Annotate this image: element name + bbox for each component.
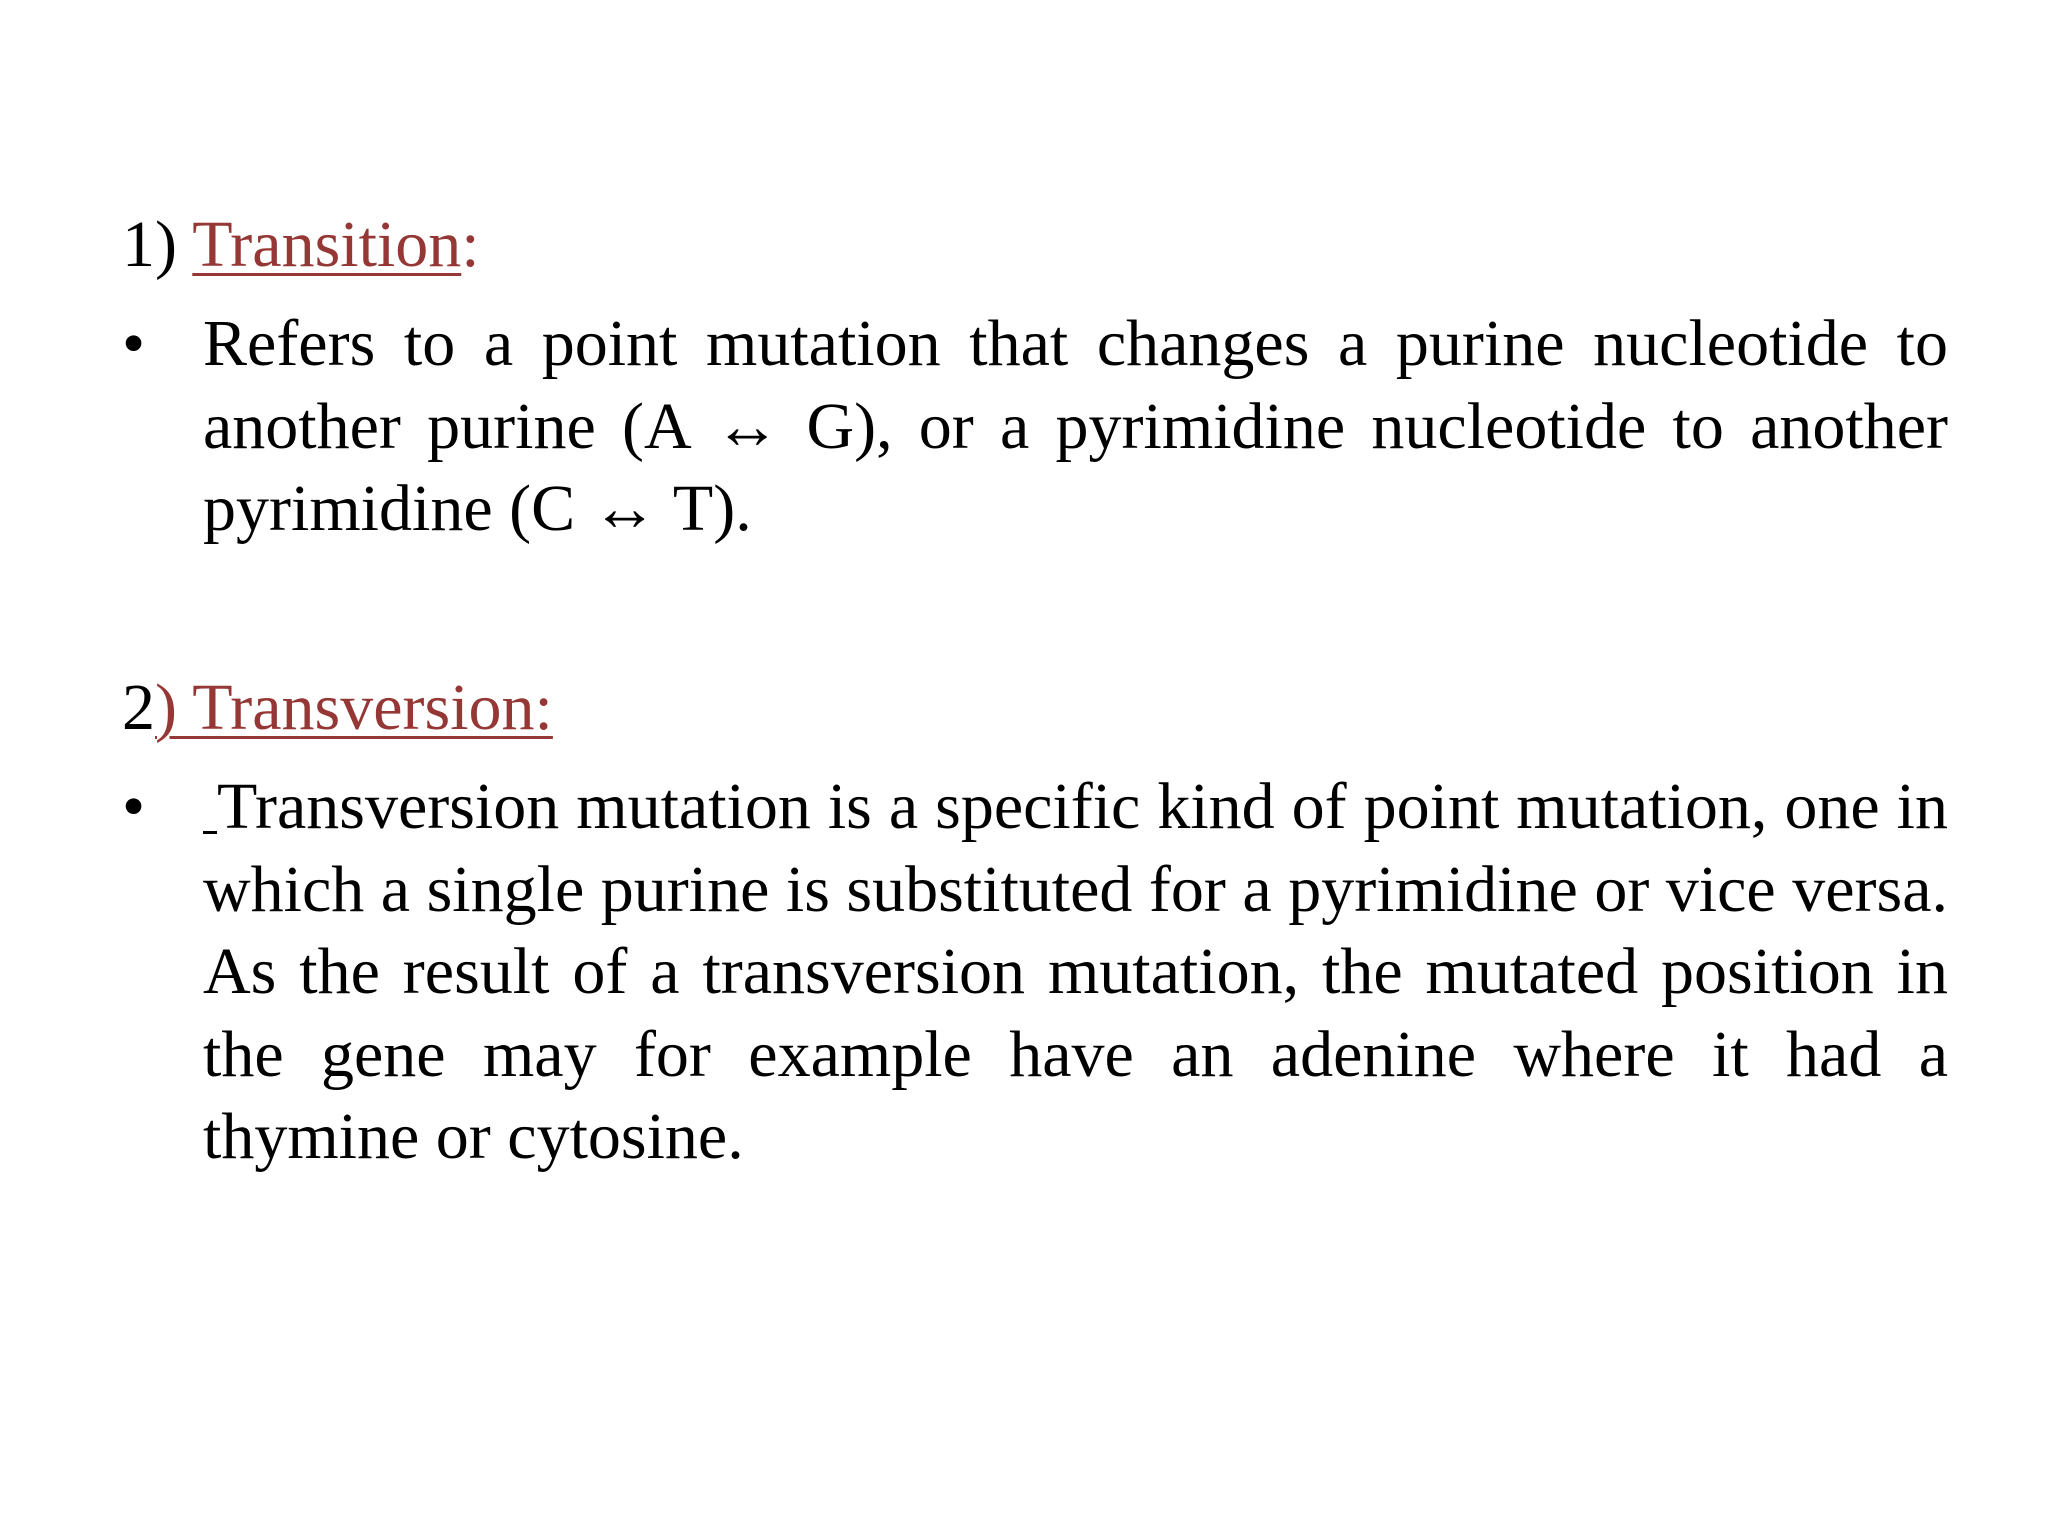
section-title: Transition (192, 208, 462, 281)
section-number: 2 (122, 671, 155, 744)
text-cursor-mark (203, 831, 217, 834)
section-heading-transversion (122, 668, 553, 748)
section-number: 1) (122, 208, 193, 281)
bullet-text-wrapper (203, 766, 1948, 1179)
section-title-colon: : (461, 208, 480, 281)
bullet-text: Transversion mutation is a specific kind of point mutation, one in which a single purine is substituted for a pyrimidine or vice versa. As the result of a transversion mutation, the mutated position in the gene may for example have an adenine where it had a thymine or cytosine. (203, 770, 1948, 1173)
section-title: ) Transversion: (155, 671, 553, 744)
section-heading-transition (122, 205, 480, 285)
bullet-dot: • (122, 307, 146, 380)
bullet-text: Refers to a point mutation that changes a purine nucleotide to another purine (A ↔ G), or a pyrimidine nucleotide to another pyrimidine (C ↔ T). (203, 307, 1948, 545)
bullet-dot: • (122, 770, 146, 843)
